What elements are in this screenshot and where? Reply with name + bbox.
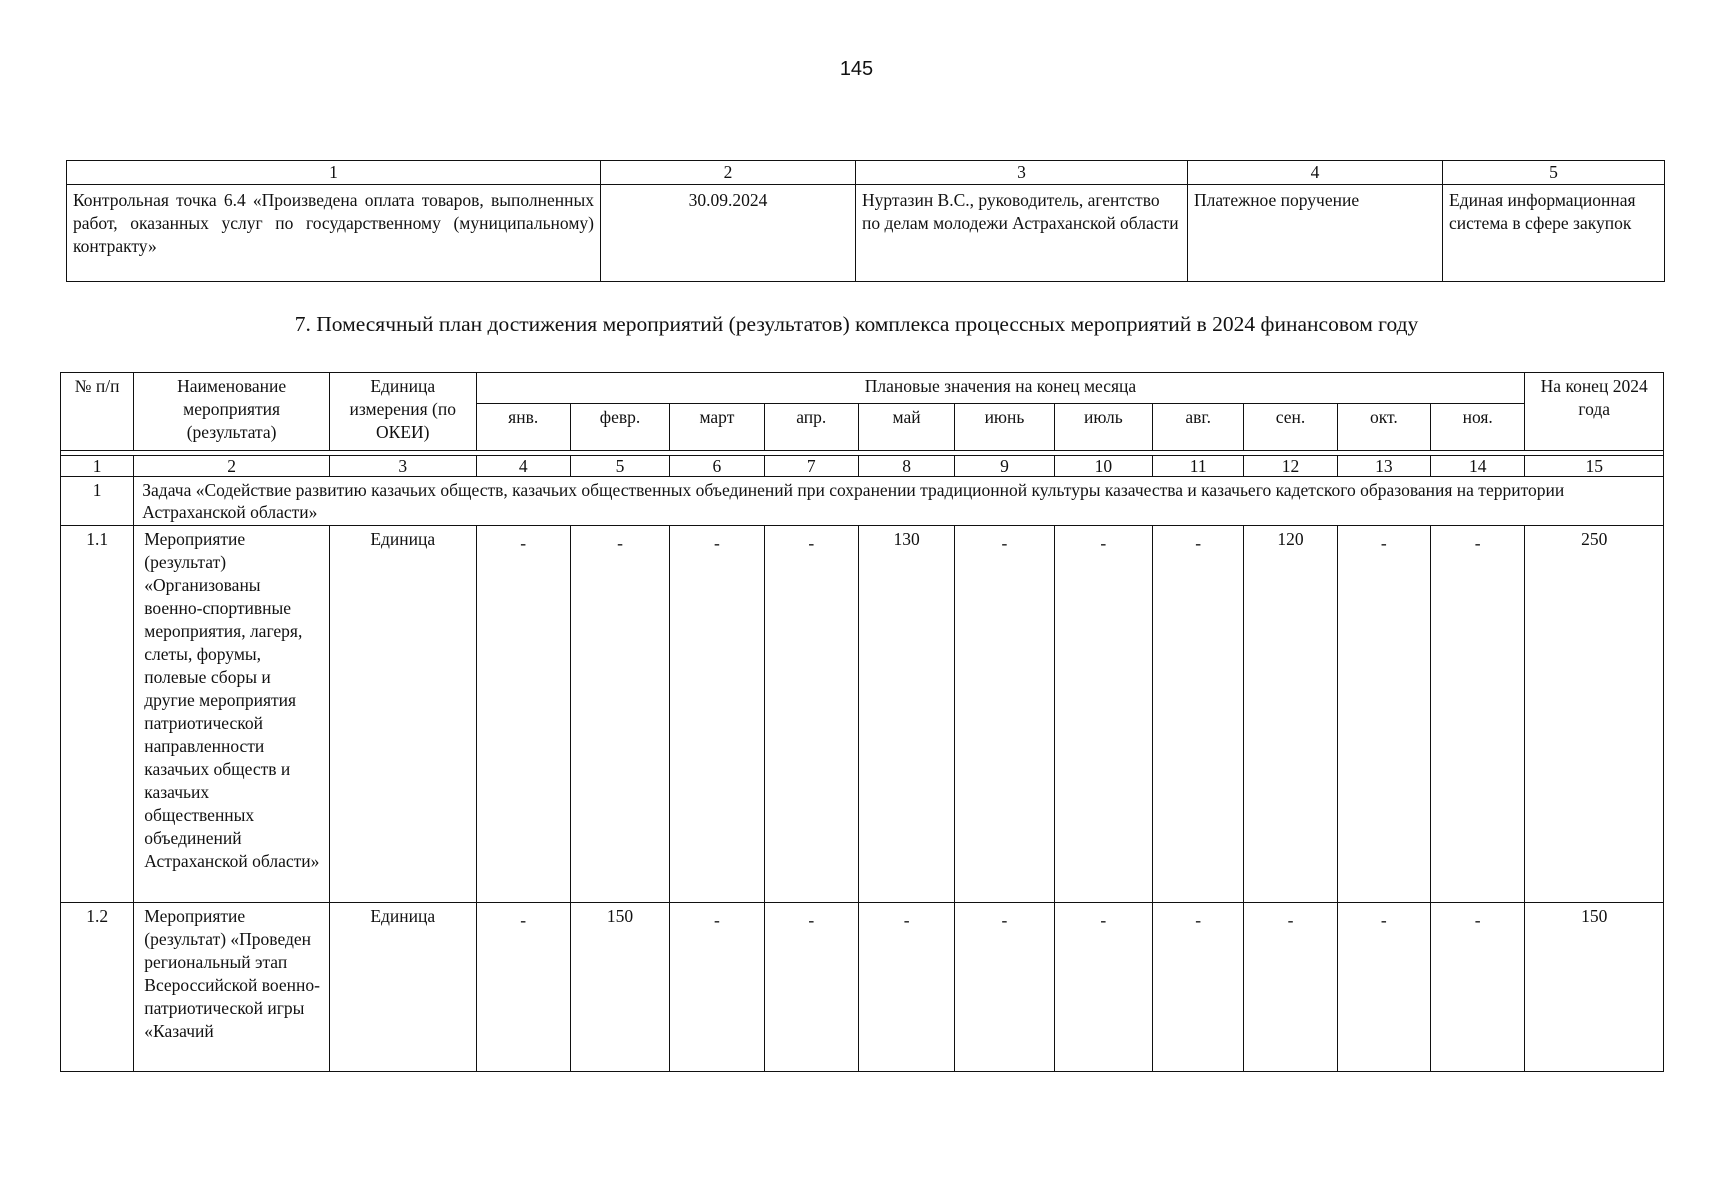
month-jan: янв.: [476, 404, 570, 451]
value-apr: -: [764, 526, 858, 903]
value-apr: -: [764, 903, 858, 1072]
header-row-1: [61, 373, 1664, 404]
responsible-person: Нуртазин В.С., руководитель, агентство по делам молодежи Астраханской области: [856, 185, 1188, 282]
header-name: Наименование мероприятия (результата): [134, 373, 330, 451]
month-sep: сен.: [1244, 404, 1337, 451]
control-point-description: Контрольная точка 6.4 «Произведена оплата товаров, выполненных работ, оказанных услуг по государственному (муниципальному) контракту»: [67, 185, 601, 282]
col-num: 11: [1153, 456, 1244, 477]
col-num: 4: [476, 456, 570, 477]
value-year-end: 250: [1525, 526, 1664, 903]
month-may: май: [858, 404, 954, 451]
value-nov: -: [1431, 903, 1525, 1072]
column-number-3: 3: [856, 161, 1188, 185]
unit-cell: Единица: [329, 526, 476, 903]
information-system: Единая информационная система в сфере закупок: [1443, 185, 1665, 282]
row-number: 1.1: [61, 526, 134, 903]
value-jul: -: [1054, 526, 1152, 903]
value-mar: -: [670, 526, 764, 903]
col-num: 1: [61, 456, 134, 477]
page-number: 145: [839, 58, 874, 80]
activity-name: Мероприятие (результат) «Проведен региональный этап Всероссийской военно-патриотической игры «Казачий: [134, 903, 330, 1072]
value-may: -: [858, 903, 954, 1072]
task-text: Задача «Содействие развитию казачьих обществ, казачьих общественных объединений при сохранении традиционной культуры казачества и казачьего кадетского образования на территории Астраханской области»: [134, 477, 1664, 526]
table-row: [61, 903, 1664, 1072]
column-number-5: 5: [1443, 161, 1665, 185]
value-jun: -: [955, 526, 1054, 903]
value-jan: -: [476, 903, 570, 1072]
row-number: 1.2: [61, 903, 134, 1072]
month-mar: март: [670, 404, 764, 451]
col-num: 8: [858, 456, 954, 477]
col-num: 13: [1337, 456, 1430, 477]
column-number-2: 2: [601, 161, 856, 185]
col-num: 9: [955, 456, 1054, 477]
value-oct: -: [1337, 526, 1430, 903]
column-number-1: 1: [67, 161, 601, 185]
column-numbers-row: [61, 456, 1664, 477]
value-oct: -: [1337, 903, 1430, 1072]
header-year-end: На конец 2024 года: [1525, 373, 1664, 451]
col-num: 3: [329, 456, 476, 477]
col-num: 5: [570, 456, 669, 477]
value-jun: -: [955, 903, 1054, 1072]
value-nov: -: [1431, 526, 1525, 903]
header-num: № п/п: [61, 373, 134, 451]
month-jun: июнь: [955, 404, 1054, 451]
month-jul: июль: [1054, 404, 1152, 451]
task-row: [61, 477, 1664, 526]
header-unit: Единица измерения (по ОКЕИ): [329, 373, 476, 451]
document-type: Платежное поручение: [1188, 185, 1443, 282]
table-row: [67, 185, 1665, 282]
value-jul: -: [1054, 903, 1152, 1072]
month-apr: апр.: [764, 404, 858, 451]
header-plan: Плановые значения на конец месяца: [476, 373, 1525, 404]
task-number: 1: [61, 477, 134, 526]
value-sep: 120: [1244, 526, 1337, 903]
col-num: 14: [1431, 456, 1525, 477]
col-num: 6: [670, 456, 764, 477]
month-aug: авг.: [1153, 404, 1244, 451]
value-sep: -: [1244, 903, 1337, 1072]
value-feb: 150: [570, 903, 669, 1072]
value-may: 130: [858, 526, 954, 903]
table-header-row: [67, 161, 1665, 185]
value-jan: -: [476, 526, 570, 903]
month-feb: февр.: [570, 404, 669, 451]
value-mar: -: [670, 903, 764, 1072]
column-number-4: 4: [1188, 161, 1443, 185]
section-title: 7. Помесячный план достижения мероприятий (результатов) комплекса процессных мероприятий в 2024 финансовом году: [294, 312, 1419, 336]
value-feb: -: [570, 526, 669, 903]
col-num: 12: [1244, 456, 1337, 477]
table-row: [61, 526, 1664, 903]
col-num: 7: [764, 456, 858, 477]
col-num: 15: [1525, 456, 1664, 477]
month-oct: окт.: [1337, 404, 1430, 451]
value-aug: -: [1153, 526, 1244, 903]
value-aug: -: [1153, 903, 1244, 1072]
month-nov: ноя.: [1431, 404, 1525, 451]
control-point-date: 30.09.2024: [601, 185, 856, 282]
unit-cell: Единица: [329, 903, 476, 1072]
monthly-plan-table: [60, 372, 1664, 1072]
value-year-end: 150: [1525, 903, 1664, 1072]
col-num: 10: [1054, 456, 1152, 477]
col-num: 2: [134, 456, 330, 477]
control-point-table: [66, 160, 1665, 282]
activity-name: Мероприятие (результат) «Организованы военно-спортивные мероприятия, лагеря, слеты, форумы, полевые сборы и другие мероприятия патриотической направленности казачьих обществ и казачьих общественных объединений Астраханской области»: [134, 526, 330, 903]
